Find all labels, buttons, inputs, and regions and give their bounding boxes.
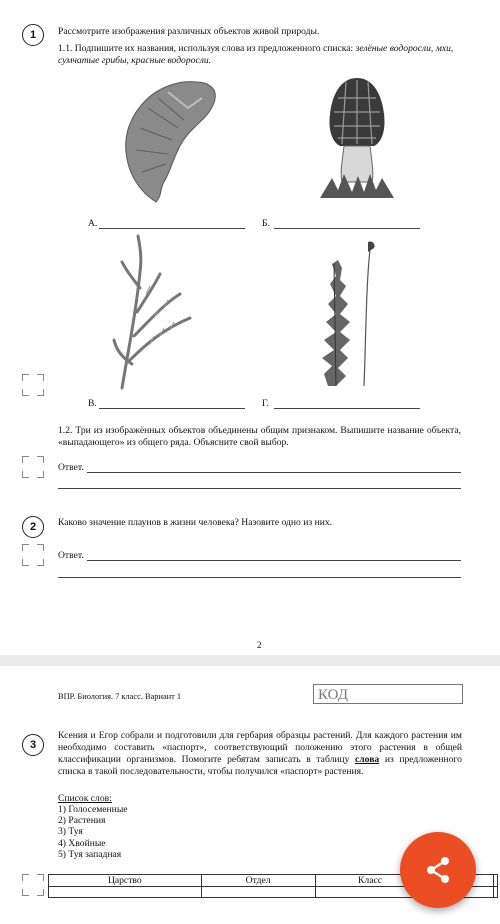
answer-line-a[interactable] xyxy=(99,228,245,229)
task-1-1-instruction: 1.1. Подпишите их названия, используя слова из предложенного списка: зелёные водоросли, мхи, сумчатые грибы, красные водоросли. xyxy=(58,43,454,66)
answer-line-v[interactable] xyxy=(99,408,245,409)
answer-line-b[interactable] xyxy=(274,228,420,229)
share-button[interactable] xyxy=(400,832,476,908)
score-box-1-2[interactable] xyxy=(22,456,44,478)
task-2-number: 2 xyxy=(22,516,44,538)
label-a: А. xyxy=(88,218,98,229)
moss-image xyxy=(312,236,382,391)
task-3-number: 3 xyxy=(22,734,44,756)
task-2-answer-line-1[interactable] xyxy=(87,560,461,561)
task-1-2-answer-label: Ответ. xyxy=(58,462,84,473)
word-list-item: 5) Туя западная xyxy=(58,849,122,860)
word-list-item: 4) Хвойные xyxy=(58,838,106,849)
task-1-2-answer-line-2[interactable] xyxy=(58,488,461,489)
task-1-2-instruction: 1.2. Три из изображённых объектов объединены общим признаком. Выпишите название объекта, «выпадающего» из общего ряда. Объясните свой выбор. xyxy=(58,425,461,448)
table-header-class: Класс xyxy=(315,875,425,887)
task-1-1-word-list: зелёные водоросли, мхи, сумчатые грибы, красные водоросли. xyxy=(58,43,454,66)
table-header-kingdom: Царство xyxy=(49,875,202,887)
score-box-2[interactable] xyxy=(22,544,44,566)
share-icon xyxy=(424,856,452,884)
task-1-intro: Рассмотрите изображения различных объектов живой природы. xyxy=(58,26,320,37)
task-2-answer-line-2[interactable] xyxy=(58,577,461,578)
task-3-keyword: слова xyxy=(355,754,380,765)
task-2-answer-label: Ответ. xyxy=(58,550,84,561)
score-box-1-1[interactable] xyxy=(22,374,44,396)
clubmoss-image xyxy=(110,232,200,392)
word-list-item: 1) Голосеменные xyxy=(58,804,128,815)
score-box-3[interactable] xyxy=(22,874,44,896)
task-1-number: 1 xyxy=(22,24,44,46)
word-list-title: Список слов: xyxy=(58,793,112,804)
label-v: В. xyxy=(88,398,97,409)
code-box[interactable]: КОД xyxy=(313,684,463,704)
word-list-item: 2) Растения xyxy=(58,815,106,826)
task-2-question: Каково значение плаунов в жизни человека? Назовите одно из них. xyxy=(58,517,333,528)
word-list-item: 3) Туя xyxy=(58,826,83,837)
morel-mushroom-image xyxy=(312,74,402,204)
label-b: Б. xyxy=(262,218,270,229)
label-g: Г. xyxy=(262,398,269,409)
table-header-species xyxy=(493,875,497,887)
page-number: 2 xyxy=(257,640,262,650)
task-1-2-answer-line-1[interactable] xyxy=(87,472,461,473)
table-cell[interactable] xyxy=(493,887,497,898)
answer-line-g[interactable] xyxy=(274,408,420,409)
table-cell[interactable] xyxy=(201,887,315,898)
page-header-title: ВПР. Биология. 7 класс. Вариант 1 xyxy=(58,692,182,701)
table-header-division: Отдел xyxy=(201,875,315,887)
red-algae-image xyxy=(118,78,228,208)
table-cell[interactable] xyxy=(49,887,202,898)
task-3-instruction: Ксения и Егор собрали и подготовили для гербария образцы растений. Для каждого растения им необходимо составить «паспорт», соответствующий положению этого растения в общей классификации организмов. Помогите ребятам записать в таблицу слова из предложенного списка в такой последовательности, чтобы получился «паспорт» растения. xyxy=(58,730,462,777)
